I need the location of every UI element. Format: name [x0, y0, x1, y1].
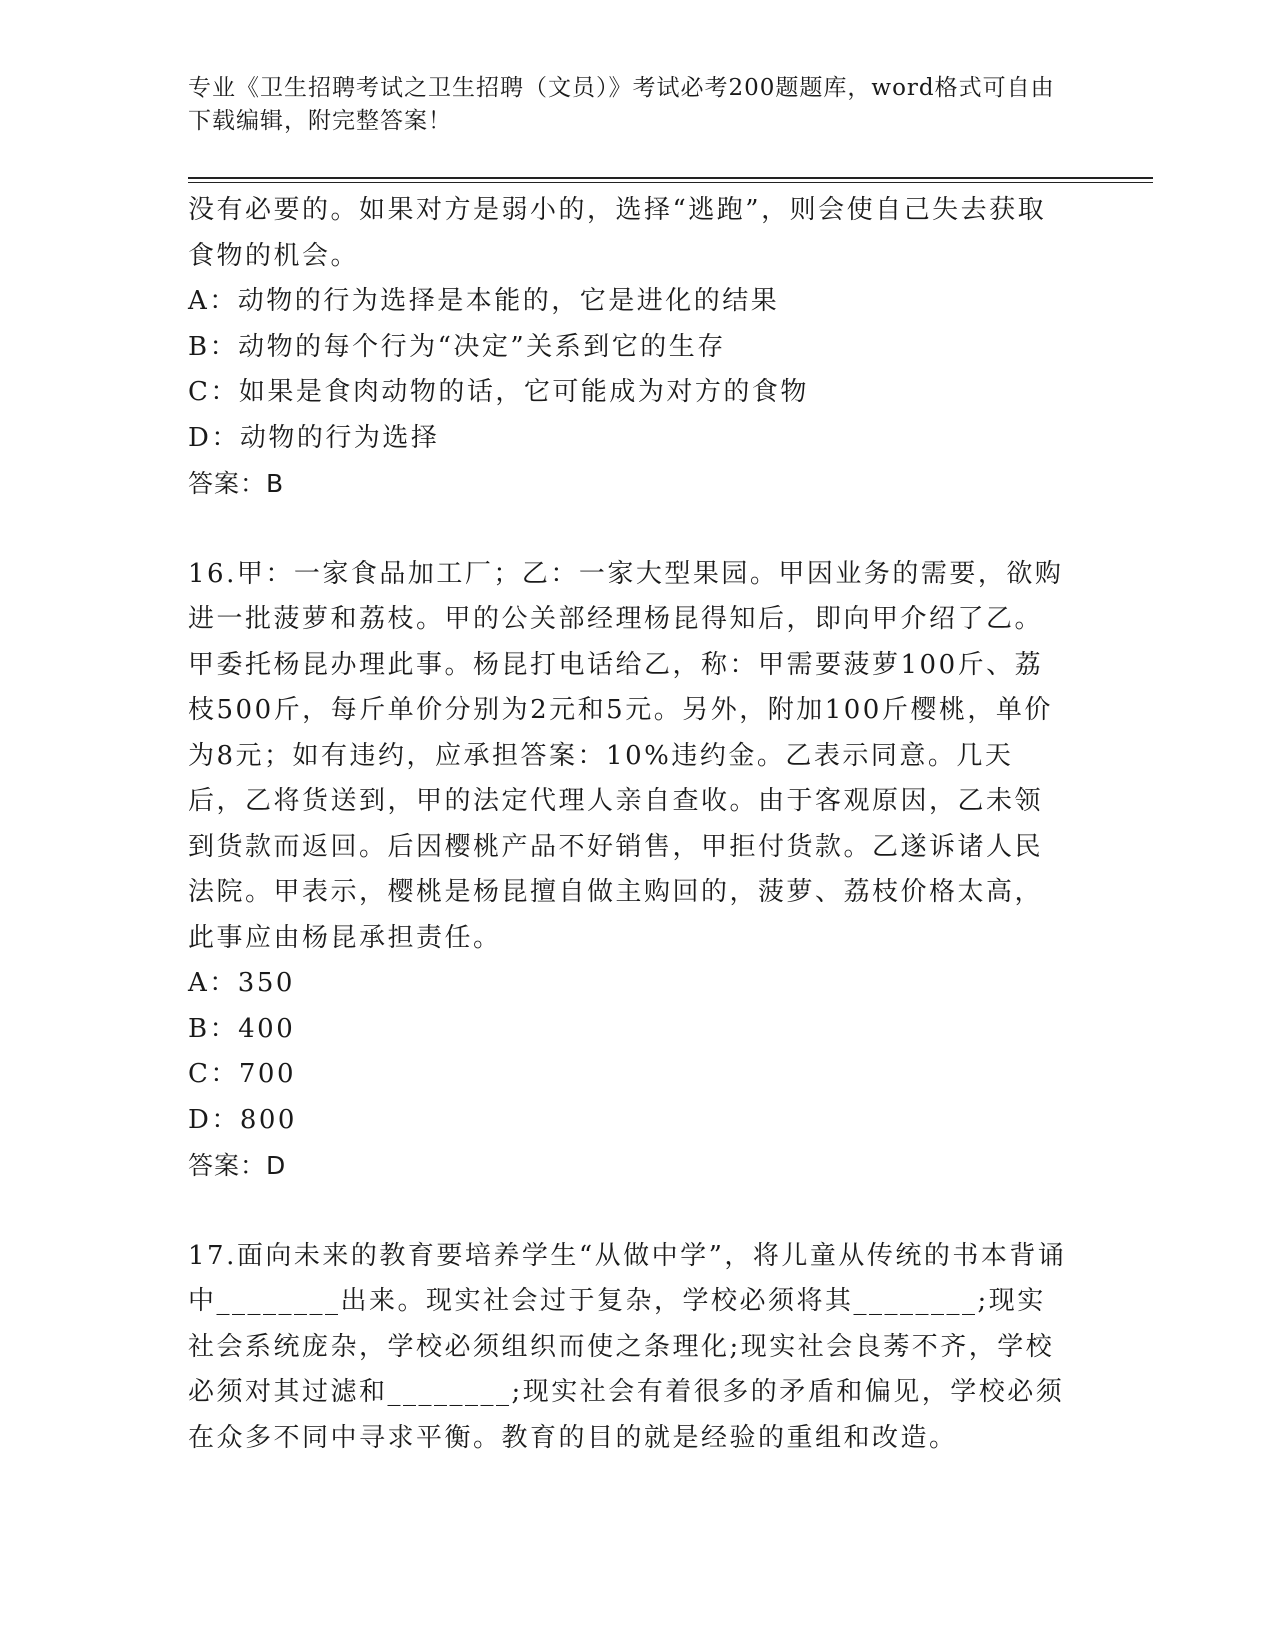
document-body: [188, 188, 1068, 1461]
question-16: [188, 552, 1068, 1189]
option-d: D：动物的行为选择: [188, 422, 440, 453]
option-d: D：800: [188, 1104, 297, 1135]
document-header-title: 专业《卫生招聘考试之卫生招聘（文员）》考试必考200题题库，word格式可自由下载编辑，附完整答案！: [188, 75, 1055, 134]
option-a: A：动物的行为选择是本能的，它是进化的结果: [188, 286, 780, 316]
spacer: [188, 507, 1068, 552]
option-a: A：350: [188, 968, 295, 998]
option-c: C：如果是食肉动物的话，它可能成为对方的食物: [188, 377, 809, 407]
option-b: B：动物的每个行为“决定”关系到它的生存: [188, 331, 726, 362]
question-17: [188, 1234, 1068, 1462]
answer-label: 答案：B: [188, 469, 285, 498]
option-b: B：400: [188, 1013, 296, 1044]
question-15: [188, 188, 1068, 507]
question-stem: 16.甲：一家食品加工厂；乙：一家大型果园。甲因业务的需要，欲购进一批菠萝和荔枝。甲的公关部经理杨昆得知后，即向甲介绍了乙。甲委托杨昆办理此事。杨昆打电话给乙，称：甲需要菠萝100斤、荔枝500斤，每斤单价分别为2元和5元。另外，附加100斤樱桃，单价为8元；如有违约，应承担答案：10%违约金。乙表示同意。几天后，乙将货送到，甲的法定代理人亲自查收。由于客观原因，乙未领到货款而返回。后因樱桃产品不好销售，甲拒付货款。乙遂诉诸人民法院。甲表示，樱桃是杨昆擅自做主购回的，菠萝、荔枝价格太高，此事应由杨昆承担责任。: [188, 558, 1064, 953]
option-c: C：700: [188, 1059, 297, 1089]
question-stem: 没有必要的。如果对方是弱小的，选择“逃跑”，则会使自己失去获取食物的机会。: [188, 195, 1047, 271]
question-stem: 17.面向未来的教育要培养学生“从做中学”，将儿童从传统的书本背诵中________出来。现实社会过于复杂，学校必须将其________;现实社会系统庞杂，学校必须组织而使之条理化;现实社会良莠不齐，学校必须对其过滤和________;现实社会有着很多的矛盾和偏见，学校必须在众多不同中寻求平衡。教育的目的就是经验的重组和改造。: [188, 1240, 1067, 1453]
answer-label: 答案：D: [188, 1151, 287, 1180]
spacer: [188, 1189, 1068, 1234]
header-divider: [188, 177, 1153, 183]
